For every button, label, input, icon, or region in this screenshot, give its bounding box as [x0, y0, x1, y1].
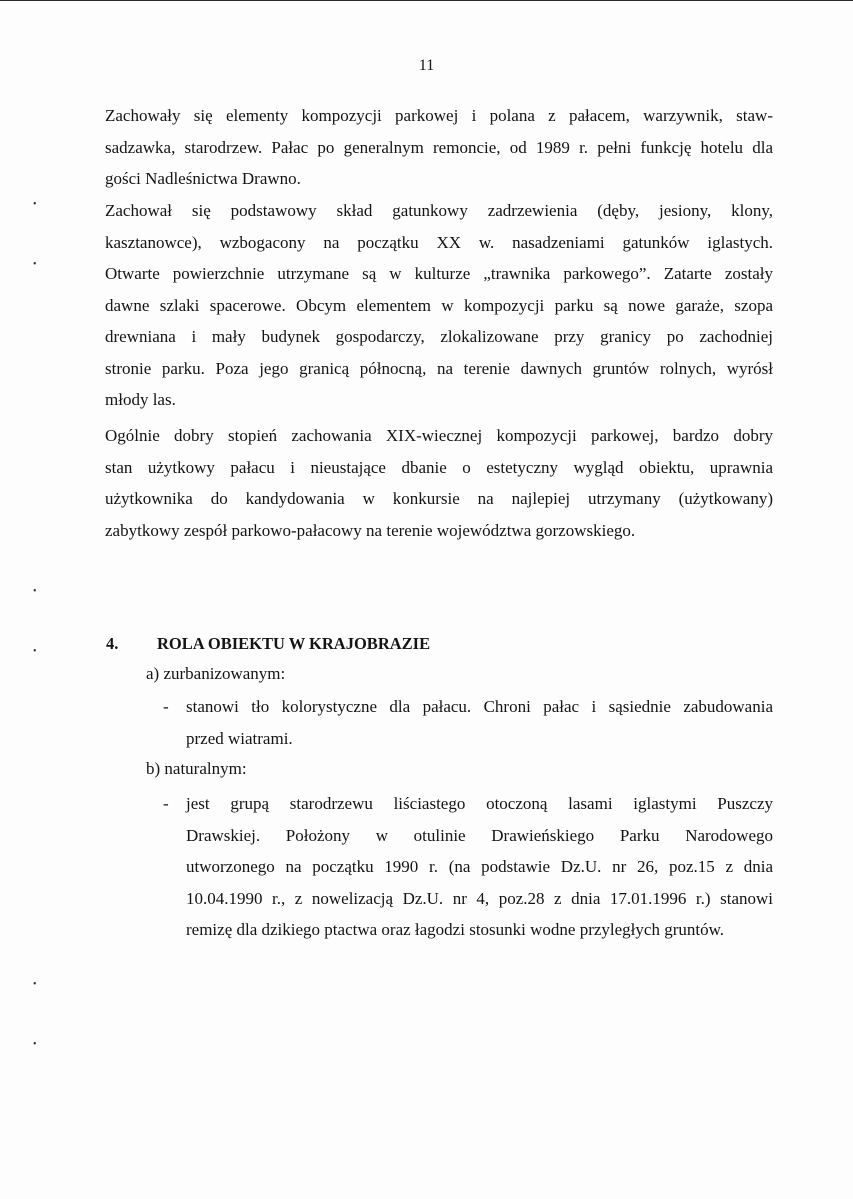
text-line: młody las.	[105, 390, 176, 409]
section-number: 4.	[106, 634, 119, 653]
scan-mark: •	[33, 586, 37, 597]
text-line: przed wiatrami.	[186, 728, 293, 748]
page-number: 11	[418, 57, 435, 74]
text-line: utworzonego na początku 1990 r. (na podstawie Dz.U. nr 26, poz.15 z dnia	[186, 857, 773, 876]
text-line: gości Nadleśnictwa Drawno.	[105, 169, 301, 188]
scan-mark: •	[33, 1039, 37, 1050]
text-line: użytkownika do kandydowania w konkursie na najlepiej utrzymany (użytkowany)	[105, 489, 773, 508]
paragraph-preserved-elements	[105, 100, 773, 195]
text-line: Drawskiej. Położony w otulinie Drawieńskiego Parku Narodowego	[186, 825, 773, 845]
text-line: stan użytkowy pałacu i nieustające dbanie o estetyczny wygląd obiektu, uprawnia	[105, 457, 773, 477]
dash-marker: -	[163, 697, 169, 716]
paragraph-tree-composition	[105, 195, 773, 416]
text-line: sadzawka, starodrzew. Pałac po generalnym remoncie, od 1989 r. pełni funkcję hotelu dla	[105, 137, 773, 157]
text-line: Ogólnie dobry stopień zachowania XIX-wiecznej kompozycji parkowej, bardzo dobry	[105, 426, 773, 445]
bullet-text	[186, 788, 773, 946]
text-line: 10.04.1990 r., z nowelizacją Dz.U. nr 4, poz.28 z dnia 17.01.1996 r.) stanowi	[186, 888, 773, 908]
text-line: Zachowały się elementy kompozycji parkowej i polana z pałacem, warzywnik, staw-	[105, 106, 773, 125]
text-line: zabytkowy zespół parkowo-pałacowy na terenie województwa gorzowskiego.	[105, 520, 636, 540]
text-line: stronie parku. Poza jego granicą północną, na terenie dawnych gruntów rolnych, wyrósł	[105, 358, 773, 378]
section-title: ROLA OBIEKTU W KRAJOBRAZIE	[157, 634, 431, 653]
subsection-label-urban: a) zurbanizowanym:	[146, 664, 286, 683]
paragraph-overall-assessment	[105, 420, 773, 546]
text-line: jest grupą starodrzewu liściastego otoczoną lasami iglastymi Puszczy	[186, 794, 773, 813]
text-line: kasztanowce), wzbogacony na początku XX w. nasadzeniami gatunków iglastych.	[105, 232, 773, 252]
text-line: Otwarte powierzchnie utrzymane są w kulturze „trawnika parkowego”. Zatarte zostały	[105, 264, 773, 283]
text-line: remizę dla dzikiego ptactwa oraz łagodzi stosunki wodne przyległych gruntów.	[186, 920, 724, 939]
scan-mark: •	[33, 259, 37, 270]
scan-mark: •	[33, 979, 37, 990]
scan-mark: •	[33, 199, 37, 210]
subsection-label-natural: b) naturalnym:	[146, 759, 247, 778]
bullet-item-natural	[163, 788, 773, 946]
bullet-item-urban	[163, 691, 773, 754]
text-line: dawne szlaki spacerowe. Obcym elementem w kompozycji parku są nowe garaże, szopa	[105, 295, 773, 315]
dash-marker: -	[163, 794, 169, 813]
scan-mark: •	[33, 646, 37, 657]
text-line: drewniana i mały budynek gospodarczy, zlokalizowane przy granicy po zachodniej	[105, 327, 773, 346]
section-heading	[106, 634, 430, 654]
bullet-text	[186, 691, 773, 754]
text-line: Zachował się podstawowy skład gatunkowy zadrzewienia (dęby, jesiony, klony,	[105, 201, 773, 220]
text-line: stanowi tło kolorystyczne dla pałacu. Chroni pałac i sąsiednie zabudowania	[186, 697, 773, 716]
